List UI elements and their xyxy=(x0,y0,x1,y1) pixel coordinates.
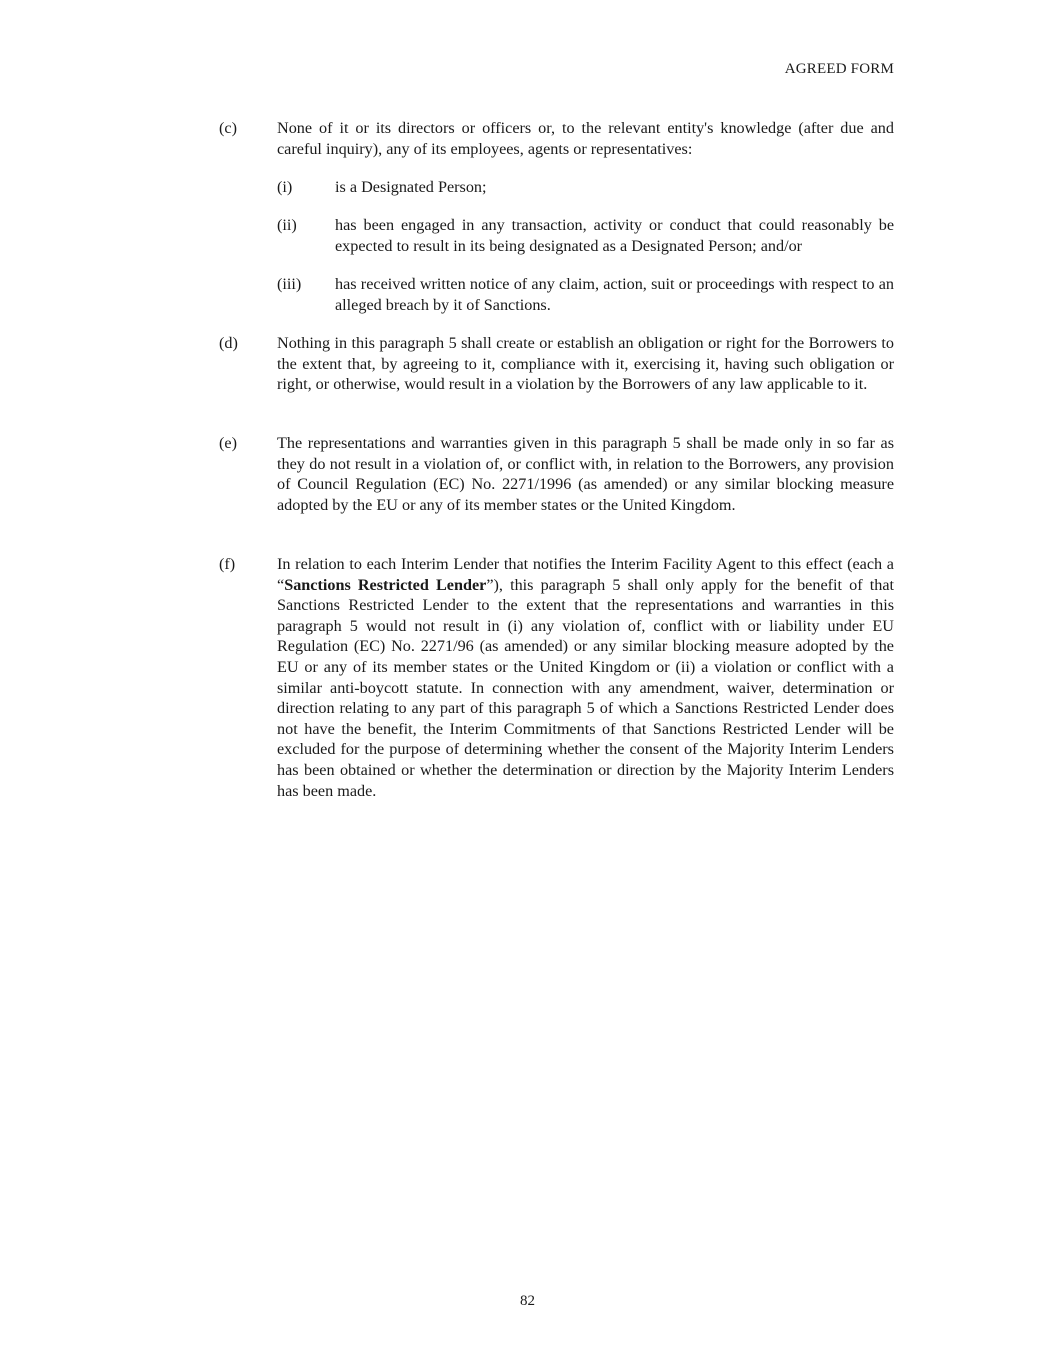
subclause-text: has received written notice of any claim, action, suit or proceedings with respect to an alleged breach by it of Sanctions. xyxy=(335,275,894,314)
clause-label: (d) xyxy=(219,334,238,352)
clause-text xyxy=(277,554,894,801)
subclause-label: (ii) xyxy=(277,216,297,234)
document-header: AGREED FORM xyxy=(784,61,894,77)
clause-label: (c) xyxy=(219,119,237,137)
subclause-c-iii xyxy=(277,274,894,315)
subclause-label: (i) xyxy=(277,178,293,196)
subclause-text: is a Designated Person; xyxy=(335,178,487,196)
clause-text-before: In relation to each Interim Lender that notifies the Interim Facility Agent to this effect (each a “ xyxy=(277,555,894,594)
clause-f xyxy=(219,554,894,801)
clause-text: Nothing in this paragraph 5 shall create or establish an obligation or right for the Borrowers to the extent that, by agreeing to it, compliance with it, exercising it, having such obligation or right, or otherwise, would result in a violation by the Borrowers of any law applicable to it. xyxy=(277,334,894,394)
clause-c xyxy=(219,118,894,159)
clause-label: (e) xyxy=(219,434,237,452)
clause-text: None of it or its directors or officers or, to the relevant entity's knowledge (after due and careful inquiry), any of its employees, agents or representatives: xyxy=(277,119,894,158)
subclause-c-ii xyxy=(277,215,894,256)
clause-text: The representations and warranties given in this paragraph 5 shall be made only in so far as they do not result in a violation of, or conflict with, in relation to the Borrowers, any provision of Council Regulation (EC) No. 2271/1996 (as amended) or any similar blocking measure adopted by the EU or any of its member states or the United Kingdom. xyxy=(277,434,894,514)
subclause-label: (iii) xyxy=(277,275,302,293)
page-number: 82 xyxy=(520,1293,535,1309)
clause-label: (f) xyxy=(219,555,236,573)
subclause-c-i xyxy=(277,177,894,198)
defined-term: Sanctions Restricted Lender xyxy=(284,575,487,594)
clause-e xyxy=(219,433,894,515)
clause-d xyxy=(219,333,894,395)
clause-text-after: ”), this paragraph 5 shall only apply for the benefit of that Sanctions Restricted Lender to the extent that the representations and warranties in this paragraph 5 would not result in (i) any violation of, conflict with or liability under EU Regulation (EC) No. 2271/96 (as amended) or any similar blocking measure adopted by the EU or any of its member states or the United Kingdom or (ii) a violation or conflict with a similar anti-boycott statute. In connection with any amendment, waiver, determination or direction relating to any part of this paragraph 5 of which a Sanctions Restricted Lender does not have the benefit, the Interim Commitments of that Sanctions Restricted Lender will be excluded for the purpose of determining whether the consent of the Majority Interim Lenders has been obtained or whether the determination or direction by the Majority Interim Lenders has been made. xyxy=(277,575,895,800)
subclause-text: has been engaged in any transaction, activity or conduct that could reasonably be expected to result in its being designated as a Designated Person; and/or xyxy=(335,216,894,255)
